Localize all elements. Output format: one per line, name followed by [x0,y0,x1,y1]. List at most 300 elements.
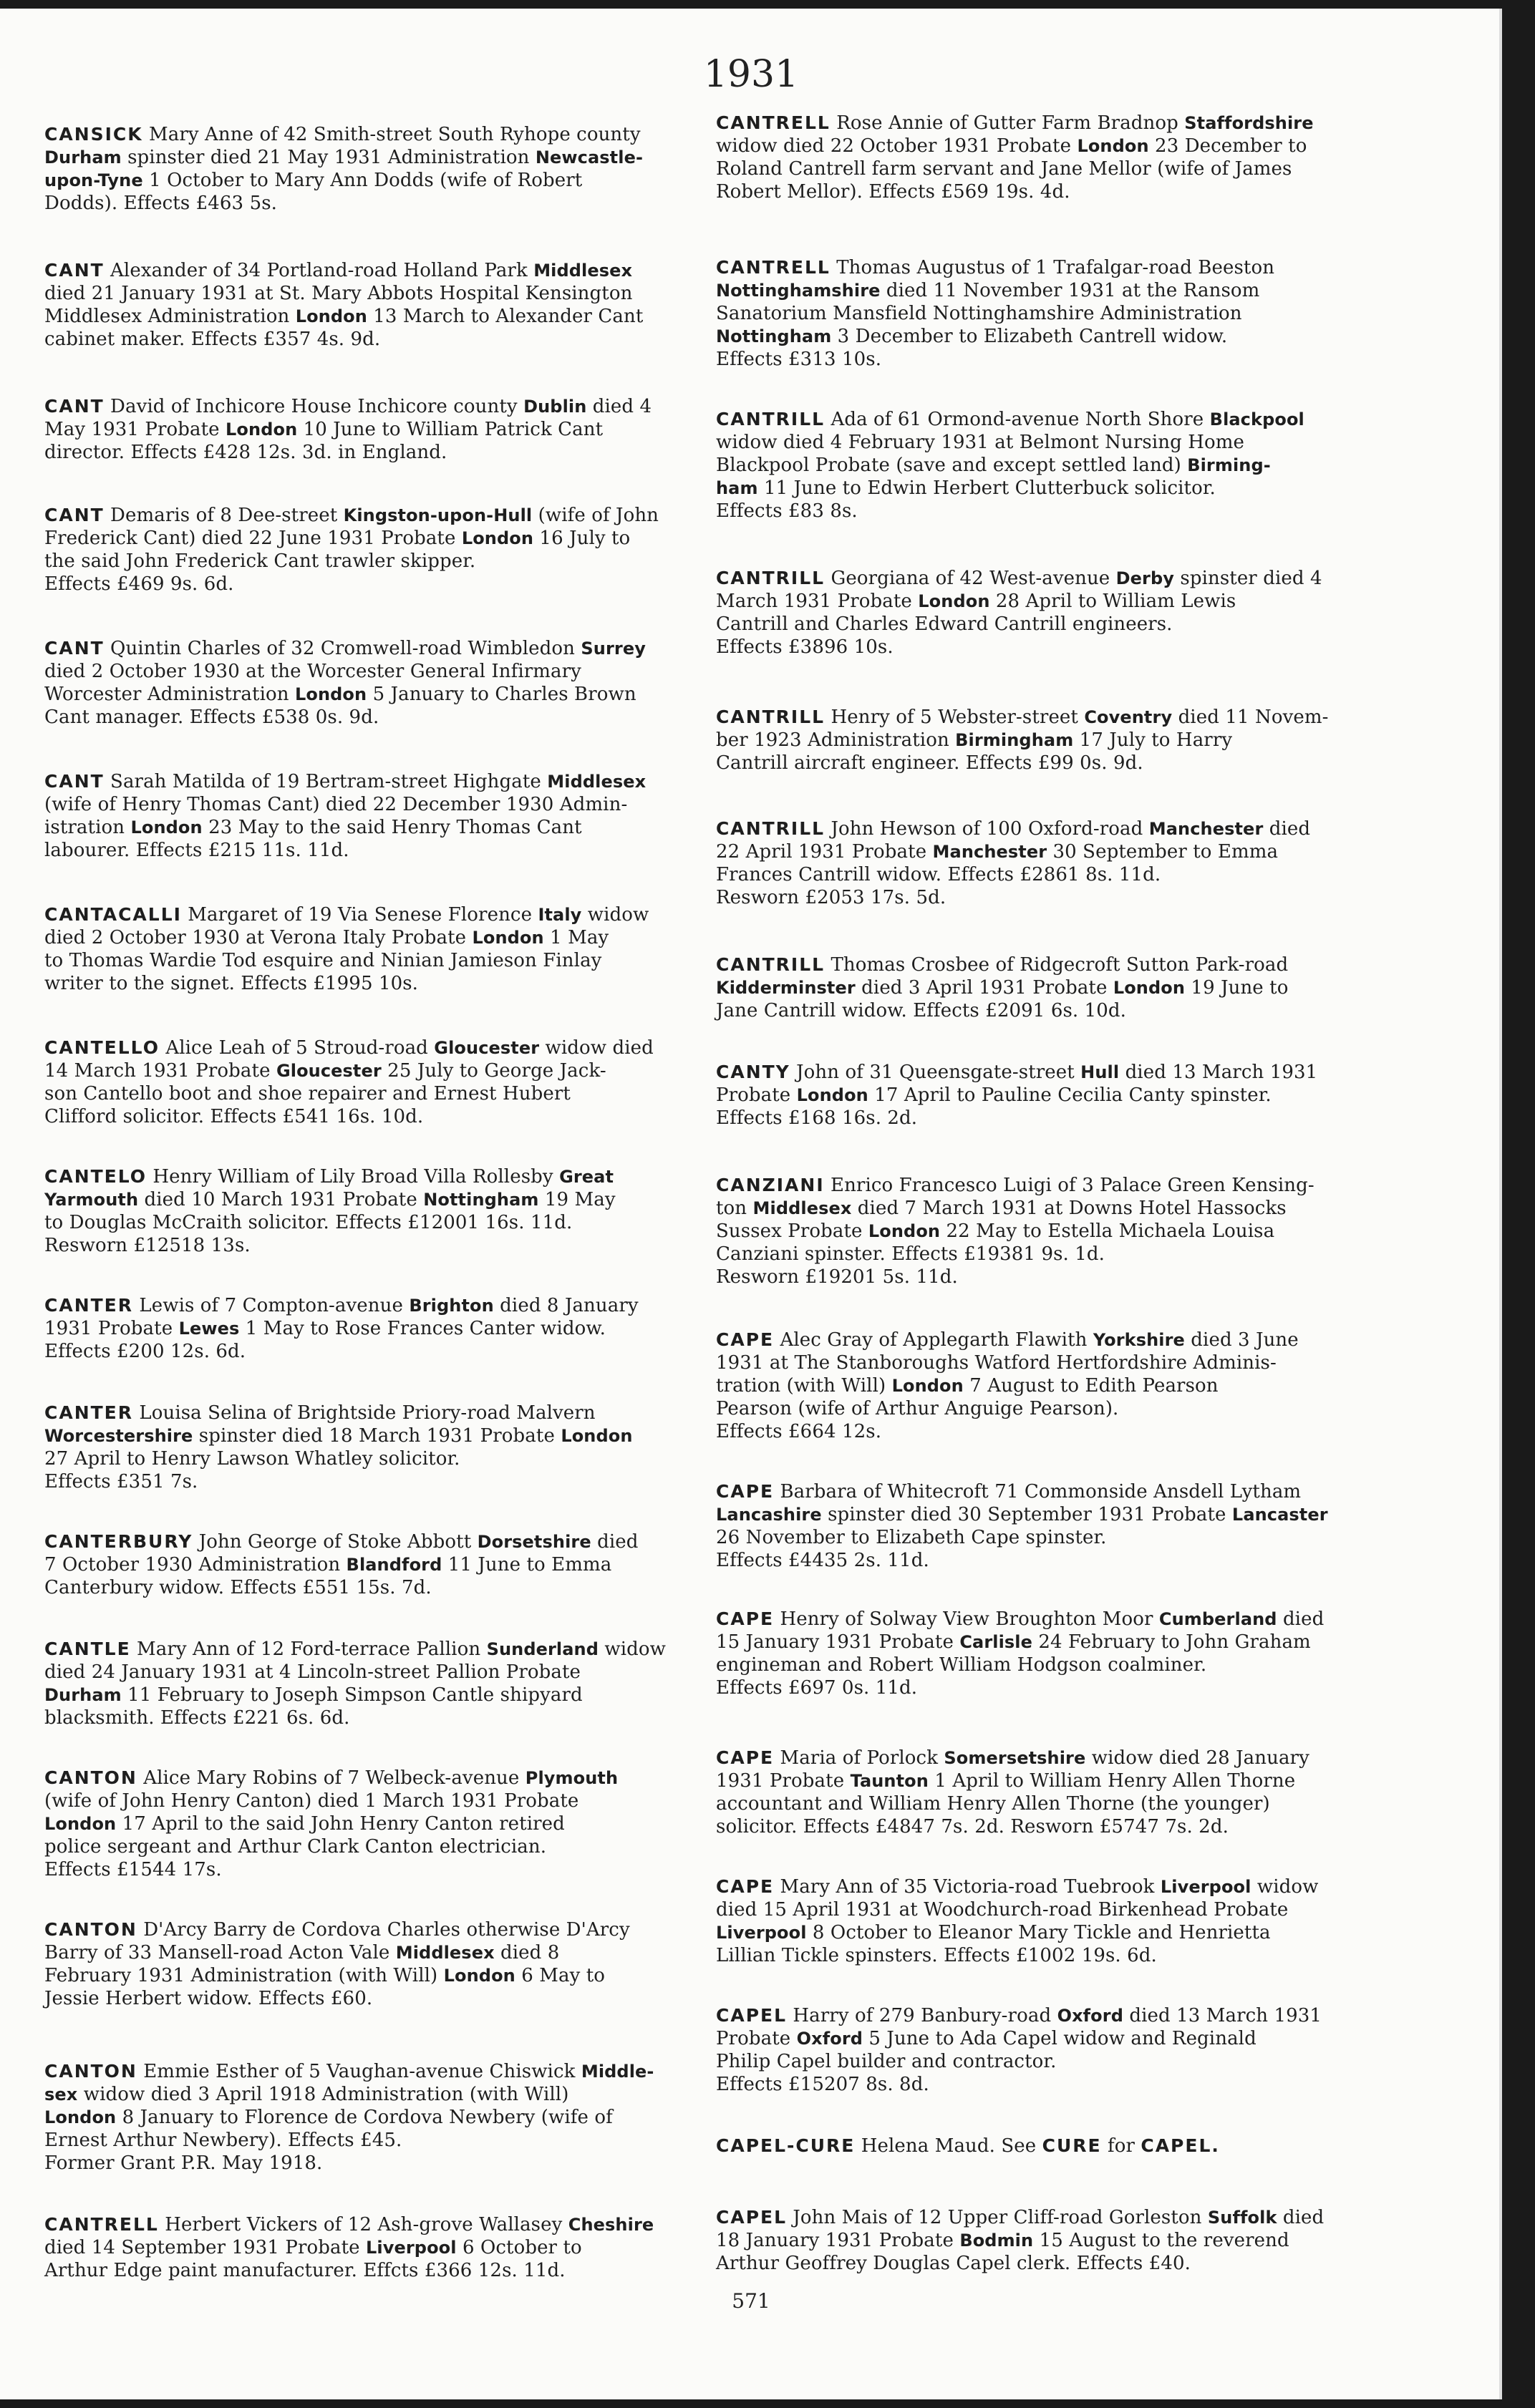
entry-text: Alice Leah of 5 Stroud-road [159,1037,435,1059]
entry-line [44,1835,706,1858]
entry-line [44,1105,706,1128]
entry-text: John Hewson of 100 Oxford-road [825,818,1149,840]
place-name: Yarmouth [44,1190,139,1210]
entry-line [716,477,1380,500]
entry-line [44,2236,706,2259]
entry-line [44,1767,706,1790]
place-name: Oxford [1057,2006,1123,2026]
entry-text: 19 June to [1185,977,1289,999]
probate-entry [44,1918,706,2010]
place-name: London [1113,978,1186,998]
entry-text: 30 September to Emma [1047,841,1279,863]
entry-text: died 7 March 1931 at Downs Hotel Hassocks [851,1198,1287,1219]
entry-line [716,1631,1380,1654]
entry-line [44,1707,706,1729]
place-name: Birmingham [955,730,1074,750]
entry-line [716,348,1380,371]
entry-text: died 2 October 1930 at Verona Italy Probate [44,927,473,948]
entry-line [716,1792,1380,1815]
entry-text: Ernest Arthur Newbery). Effects £45. [44,2130,402,2151]
entry-text: Enrico Francesco Luigi of 3 Palace Green Kensing- [824,1175,1314,1196]
entry-text: Sussex Probate [716,1220,868,1242]
entry-text: Effects £3896 10s. [716,636,894,658]
entry-text: died 8 January [493,1295,639,1316]
entry-line [716,1875,1380,1898]
entry-text: accountant and William Henry Allen Thorne (the younger) [716,1793,1270,1815]
surname: CANTRILL [716,954,825,975]
entry-text: Effects £313 10s. [716,349,882,370]
entry-line [44,839,706,862]
entry-line [44,683,706,706]
entry-text: 17 April to Pauline Cecilia Canty spinster. [868,1084,1272,1106]
entry-line [44,1684,706,1707]
entry-text: for [1101,2135,1141,2157]
entry-line [716,1329,1380,1351]
place-name: Derby [1115,568,1175,588]
place-name: Blandford [346,1555,442,1575]
entry-text: Emmie Esther of 5 Vaughan-avenue Chiswick [137,2061,581,2082]
entry-text: Henry of Solway View Broughton Moor [774,1608,1159,1630]
entry-line [716,408,1380,431]
surname: CURE [1042,2135,1102,2156]
entry-text: cabinet maker. Effects £357 4s. 9d. [44,329,381,350]
entry-line [44,1059,706,1082]
probate-entry [716,706,1380,775]
surname: CANTON [44,1767,137,1788]
entry-text: Rose Annie of Gutter Farm Bradnop [830,112,1185,134]
surname: CANTRILL [716,707,825,727]
place-name: Durham [44,147,122,168]
surname: CANTERBURY [44,1531,193,1552]
probate-entry [44,1638,706,1729]
place-name: Somersetshire [944,1748,1086,1768]
entry-text: Maria of Porlock [774,1747,944,1769]
entry-text: died 21 January 1931 at St. Mary Abbots Hospital Kensington [44,283,633,304]
entry-line [716,2027,1380,2050]
entry-text: 15 January 1931 Probate [716,1631,960,1653]
entry-line [716,2135,1380,2157]
entry-text: ber 1923 Administration [716,729,956,751]
place-name: Plymouth [525,1768,619,1788]
probate-entry [44,259,706,351]
entry-text: died 4 [586,396,652,417]
entry-text: to Thomas Wardie Tod esquire and Ninian Jamieson Finlay [44,950,602,971]
surname: CANTER [44,1402,133,1423]
entry-text: died 15 April 1931 at Woodchurch-road Birkenhead Probate [716,1899,1289,1921]
entry-text: Lillian Tickle spinsters. Effects £1002 19s. 6d. [716,1945,1157,1966]
entry-text: writer to the signet. Effects £1995 10s. [44,973,419,994]
entry-text: (wife of John Henry Canton) died 1 March 1931 Probate [44,1790,579,1812]
place-name: Kingston-upon-Hull [343,505,533,525]
surname: CAPEL [716,2005,788,2026]
entry-line [716,1061,1380,1084]
entry-line [716,863,1380,886]
entry-line [44,1424,706,1447]
entry-text: 25 July to George Jack- [381,1060,606,1082]
probate-entry [716,1875,1380,1967]
entry-line [716,1769,1380,1792]
place-name: Nottinghamshire [716,281,881,301]
place-name: Liverpool [366,2238,457,2258]
place-name: Italy [538,905,582,925]
place-name: Sunderland [486,1639,599,1659]
probate-entry [44,903,706,995]
surname: CAPE [716,1876,775,1897]
entry-line [44,123,706,146]
entry-line [44,1294,706,1317]
surname: CAPE [716,1608,775,1629]
entry-text: 1931 at The Stanboroughs Watford Hertfordshire Adminis- [716,1352,1277,1374]
entry-line [716,613,1380,636]
entry-line [44,395,706,418]
entry-text: Worcester Administration [44,684,295,705]
entry-line [716,1944,1380,1967]
entry-line [716,1351,1380,1374]
probate-entry [44,2213,706,2282]
entry-line [716,2050,1380,2073]
place-name: London [561,1426,633,1446]
place-name: Liverpool [716,1923,807,1943]
entry-text: blacksmith. Effects £221 6s. 6d. [44,1707,350,1729]
entry-text: Herbert Vickers of 12 Ash-grove Wallasey [158,2214,568,2235]
place-name: Middlesex [395,1943,495,1963]
entry-line [716,431,1380,454]
entry-line [44,2106,706,2129]
entry-line [716,135,1380,157]
entry-text: Jane Cantrill widow. Effects £2091 6s. 10d. [716,1000,1127,1021]
place-name: Nottingham [716,326,832,346]
entry-text: ton [716,1198,753,1219]
entry-line [716,1266,1380,1288]
entry-line [716,1503,1380,1526]
entry-text: Effects £697 0s. 11d. [716,1677,918,1699]
entry-text: labourer. Effects £215 11s. 11d. [44,840,349,861]
entry-text: 5 June to Ada Capel widow and Reginald [863,2028,1256,2049]
entry-text: 17 April to the said John Henry Canton retired [116,1813,565,1835]
entry-line [716,1898,1380,1921]
entry-line [716,1549,1380,1572]
entry-text: Frances Cantrill widow. Effects £2861 8s. 11d. [716,864,1161,885]
probate-entry [716,256,1380,371]
entry-text: Effects £664 12s. [716,1421,882,1442]
entry-line [44,1941,706,1964]
place-name: London [472,928,544,948]
entry-line [44,1553,706,1576]
entry-line [44,1638,706,1661]
surname: CANTRELL [716,257,831,278]
probate-entry [44,770,706,862]
entry-text: (wife of John [532,505,659,526]
entry-text: Harry of 279 Banbury-road [787,2005,1057,2026]
place-name: Kidderminster [716,978,856,998]
entry-text: Arthur Geoffrey Douglas Capel clerk. Effects £40. [716,2253,1191,2274]
entry-text: engineman and Robert William Hodgson coalminer. [716,1654,1207,1676]
probate-entry [716,1608,1380,1699]
entry-text: spinster died 4 [1174,568,1322,589]
entry-text: died [1277,1608,1325,1630]
entry-line [44,949,706,972]
entry-text: son Cantello boot and shoe repairer and Ernest Hubert [44,1083,571,1105]
surname: CANTRELL [716,112,831,133]
entry-text: Resworn £19201 5s. 11d. [716,1266,958,1288]
entry-text: 10 June to William Patrick Cant [297,419,604,440]
entry-line [716,157,1380,180]
entry-text: Sanatorium Mansfield Nottinghamshire Administration [716,303,1242,324]
entry-line [716,1220,1380,1243]
place-name: Middlesex [533,261,633,281]
place-name: Surrey [581,639,646,659]
entry-text: died 24 January 1931 at 4 Lincoln-street Pallion Probate [44,1661,581,1683]
probate-entry [44,1530,706,1599]
entry-text: Henry William of Lily Broad Villa Rollesby [147,1166,560,1188]
surname: CANTON [44,2061,137,2082]
probate-entry [716,2004,1380,2096]
entry-text: D'Arcy Barry de Cordova Charles otherwise D'Arcy [137,1919,630,1941]
entry-line [44,706,706,729]
entry-line [44,2060,706,2083]
place-name: Brighton [409,1296,494,1316]
page-number: 571 [732,2289,770,2313]
place-name: London [294,684,367,704]
probate-entry [44,1165,706,1257]
entry-line [44,1188,706,1211]
place-name: London [868,1221,941,1241]
entry-line [44,1402,706,1424]
entry-line [716,567,1380,590]
entry-line [716,1243,1380,1266]
probate-entry [44,1767,706,1881]
place-name: London [44,1814,117,1834]
entry-text: John George of Stoke Abbott [193,1531,478,1553]
entry-text: Probate [716,2028,797,2049]
entry-text: Roland Cantrell farm servant and Jane Mellor (wife of James [716,158,1292,180]
surname: CANTY [716,1062,790,1082]
entry-line [44,1234,706,1257]
probate-entry [44,637,706,729]
entry-text: Henry of 5 Webster-street [825,707,1085,728]
register-page [0,9,1502,2399]
entry-text: to Douglas McCraith solicitor. Effects £12001 16s. 11d. [44,1212,573,1233]
entry-text: 23 May to the said Henry Thomas Cant [202,817,582,838]
surname: CAPEL. [1141,2135,1220,2156]
entry-text: Helena Maud. See [855,2135,1042,2157]
entry-line [44,305,706,328]
place-name: London [295,306,367,326]
place-name: Carlisle [959,1632,1032,1652]
place-name: Suffolk [1207,2208,1277,2228]
entry-line [44,573,706,596]
entry-line [716,590,1380,613]
entry-text: widow died 4 February 1931 at Belmont Nursing Home [716,432,1244,453]
entry-line [716,1420,1380,1443]
probate-entry [44,1036,706,1128]
entry-text: Barry of 33 Mansell-road Acton Vale [44,1942,396,1963]
entry-text: widow [581,904,649,926]
entry-text: Blackpool Probate (save and except settled land) [716,455,1188,476]
entry-text: 13 March to Alexander Cant [367,306,644,327]
entry-line [44,1470,706,1493]
entry-text: Thomas Crosbee of Ridgecroft Sutton Park-road [825,954,1289,976]
entry-text: 1 October to Mary Ann Dodds (wife of Robert [142,170,583,191]
place-name: Birming- [1187,455,1271,475]
place-name: Lancaster [1231,1505,1328,1525]
place-name: Durham [44,1685,122,1705]
entry-line [716,1084,1380,1107]
entry-text: Effects £4435 2s. 11d. [716,1550,929,1571]
surname: CANTRILL [716,409,825,429]
probate-entry [44,2060,706,2175]
entry-line [716,180,1380,203]
entry-line [44,1812,706,1835]
place-name: Gloucester [434,1038,540,1058]
entry-text: 16 July to [533,528,631,549]
entry-text: John Mais of 12 Upper Cliff-road Gorleston [787,2207,1208,2228]
entry-text: Robert Mellor). Effects £569 19s. 4d. [716,181,1070,203]
entry-line [44,1790,706,1812]
entry-line [44,770,706,793]
entry-text: Cant manager. Effects £538 0s. 9d. [44,707,379,728]
entry-line [44,637,706,660]
entry-text: Margaret of 19 Via Senese Florence [181,904,538,926]
probate-entry [716,2206,1380,2275]
entry-line [716,1174,1380,1197]
entry-line [44,1530,706,1553]
place-name: Bodmin [959,2230,1034,2251]
place-name: ham [716,478,758,498]
entry-line [716,840,1380,863]
entry-text: May 1931 Probate [44,419,226,440]
surname: CANTRELL [44,2214,159,2235]
probate-entry [716,567,1380,659]
probate-entry [44,1402,706,1493]
surname: CAPEL-CURE [716,2135,856,2156]
probate-entry [44,504,706,596]
place-name: London [443,1966,515,1986]
entry-line [44,1211,706,1234]
entry-line [44,1964,706,1987]
entry-line [44,1661,706,1684]
entry-text: died [591,1531,639,1553]
probate-entry [716,408,1380,523]
entry-text: spinster died 30 September 1931 Probate [821,1504,1232,1525]
entry-line [716,1654,1380,1676]
entry-text: 26 November to Elizabeth Cape spinster. [716,1527,1107,1548]
entry-line [44,282,706,305]
entry-text: died 3 April 1931 Probate [855,977,1113,999]
entry-text: David of Inchicore House Inchicore county [104,396,524,417]
entry-text: Alexander of 34 Portland-road Holland Park [104,260,534,281]
entry-text: solicitor. Effects £4847 7s. 2d. Resworn £5747 7s. 2d. [716,1816,1229,1837]
entry-text: 24 February to John Graham [1032,1631,1311,1653]
place-name: Worcestershire [44,1426,193,1446]
place-name: Hull [1080,1062,1120,1082]
entry-text: 19 May [538,1189,616,1210]
entry-line [44,146,706,169]
surname: CANT [44,396,105,417]
entry-line [716,2229,1380,2252]
entry-text: Louisa Selina of Brightside Priory-road Malvern [133,1402,596,1424]
entry-line [716,2206,1380,2229]
place-name: London [130,817,203,838]
entry-text: 28 April to William Lewis [989,591,1236,612]
entry-line [716,886,1380,909]
entry-line [44,816,706,839]
entry-text: died 11 Novem- [1172,707,1329,728]
entry-line [716,2073,1380,2096]
place-name: Oxford [796,2029,863,2049]
surname: CANTACALLI [44,904,182,925]
probate-entry [716,112,1380,203]
entry-text: Georgiana of 42 West-avenue [825,568,1116,589]
entry-text: 1 May [543,927,609,948]
entry-line [716,636,1380,659]
page-edge [1499,9,1502,2399]
entry-line [44,1340,706,1363]
entry-text: Frederick Cant) died 22 June 1931 Probate [44,528,462,549]
entry-text: February 1931 Administration (with Will) [44,1965,444,1986]
entry-text: 8 January to Florence de Cordova Newbery (wife of [116,2107,613,2128]
entry-line [716,2004,1380,2027]
entry-line [716,1747,1380,1769]
entry-text: Cantrill and Charles Edward Cantrill engineers. [716,613,1173,635]
probate-entry [716,953,1380,1022]
surname: CAPE [716,1747,775,1768]
surname: CANTLE [44,1638,131,1659]
entry-text: Quintin Charles of 32 Cromwell-road Wimbledon [104,638,581,659]
entry-line [716,706,1380,729]
entry-text: Probate [716,1084,797,1106]
entry-line [716,325,1380,348]
entry-text: 22 April 1931 Probate [716,841,933,863]
place-name: Lewes [178,1319,240,1339]
entry-line [44,2259,706,2282]
entry-line [44,2152,706,2175]
surname: CANTELO [44,1166,147,1187]
probate-entry [716,1329,1380,1443]
entry-line [716,1921,1380,1944]
entry-line [44,2129,706,2152]
entry-text: Dodds). Effects £463 5s. [44,193,278,214]
place-name: Middle- [581,2062,654,2082]
entry-line [716,999,1380,1022]
entry-line [44,169,706,192]
entry-line [716,279,1380,302]
entry-text: Cantrill aircraft engineer. Effects £99 0s. 9d. [716,752,1143,774]
entry-text: tration (with Will) [716,1375,892,1397]
entry-text: died [1263,818,1311,840]
entry-text: died 11 November 1931 at the Ransom [880,280,1260,301]
place-name: Liverpool [1160,1877,1251,1897]
entry-text: 17 July to Harry [1073,729,1233,751]
entry-line [716,1107,1380,1130]
surname: CANT [44,771,105,792]
place-name: London [226,419,298,440]
place-name: upon-Tyne [44,170,143,190]
entry-line [44,1165,706,1188]
entry-text: widow died [539,1037,654,1059]
entry-text: Former Grant P.R. May 1918. [44,2152,323,2174]
place-name: Cumberland [1158,1609,1277,1629]
entry-text: Effects £351 7s. [44,1471,198,1492]
surname: CANT [44,505,105,525]
entry-line [716,454,1380,477]
place-name: Coventry [1084,707,1173,727]
place-name: Newcastle- [535,147,644,168]
entry-line [44,793,706,816]
place-name: Gloucester [276,1061,382,1081]
entry-line [44,1987,706,2010]
entry-text: Effects £469 9s. 6d. [44,573,234,595]
